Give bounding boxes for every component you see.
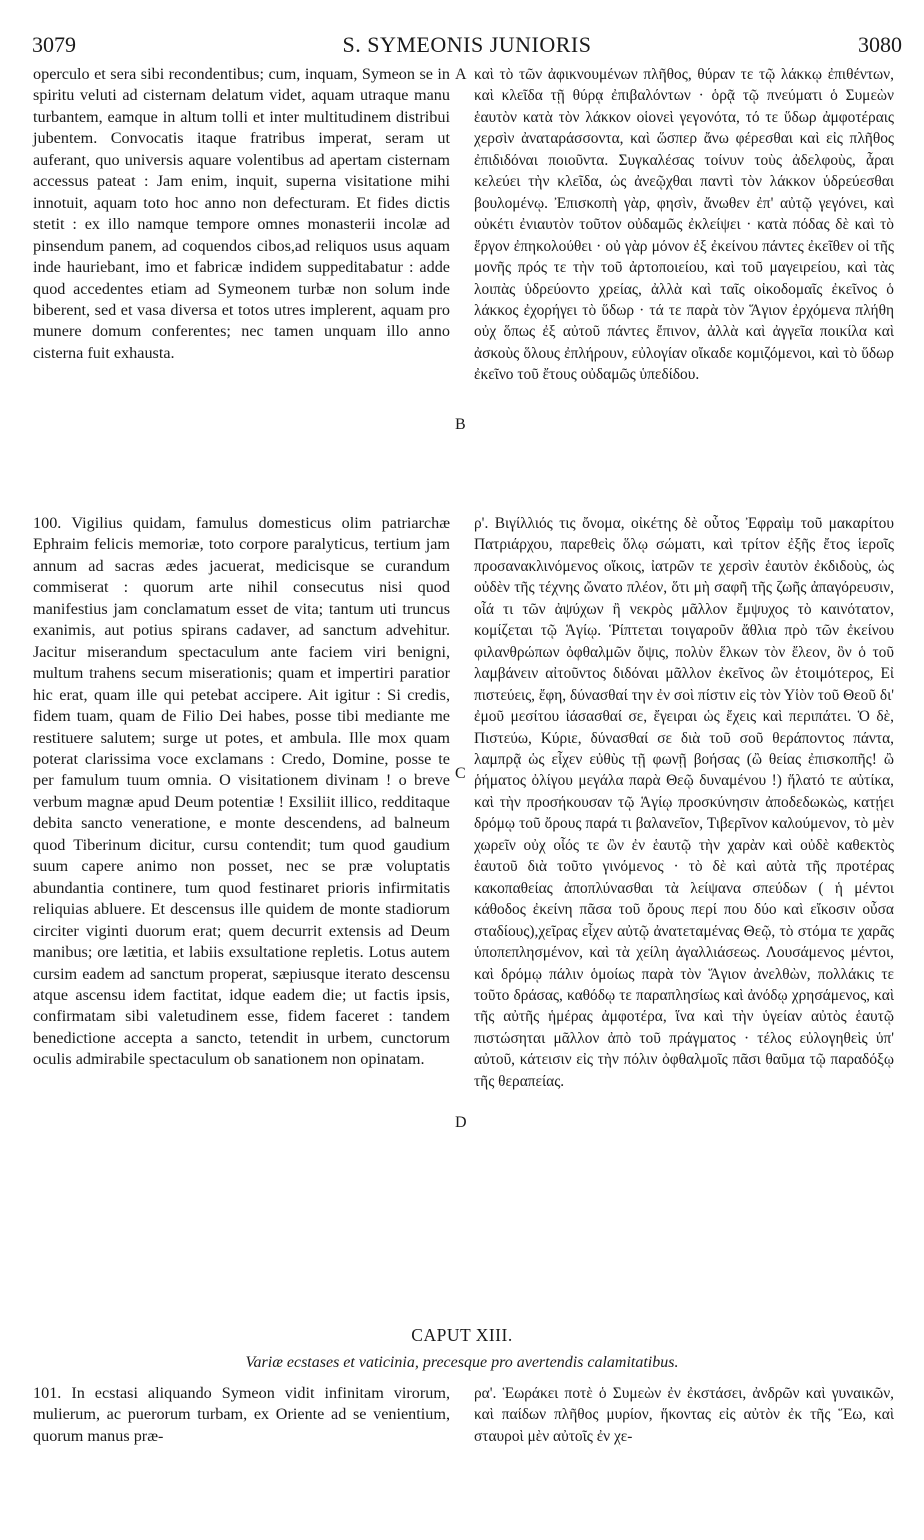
latin-paragraph-99 (33, 64, 450, 364)
latin-text: 101. In ecstasi aliquando Symeon vidit infinitam virorum, mulierum, ac puerorum turbam, ex Oriente ad se venientium, quorum manus præ- (33, 1384, 450, 1445)
greek-paragraph-101 (474, 1383, 894, 1447)
chapter-subtitle: Variæ ecstases et vaticinia, precesque pro avertendis calamitatibus. (245, 1354, 679, 1371)
latin-paragraph-100 (33, 513, 450, 1071)
section-marker-a: A (455, 66, 467, 83)
greek-paragraph-100 (474, 513, 894, 1092)
greek-text: ρα'. Ἑωράκει ποτὲ ὁ Συμεὼν ἐν ἐκστάσει, ἀνδρῶν καὶ γυναικῶν, καὶ παίδων πλῆθος μυρίον, ἥκοντας εἰς αὐτὸν ἐκ τῆς Ἕω, καὶ σταυροὶ μὲν αὐτοῖς ἐν χε- (474, 1385, 894, 1445)
section-marker-b: B (455, 416, 466, 433)
running-title: S. SYMEONIS JUNIORIS (342, 32, 592, 57)
page-number-right: 3080 (858, 32, 902, 57)
greek-text: ρ'. Βιγίλλιός τις ὄνομα, οἰκέτης δὲ οὗτος Ἐφραὶμ τοῦ μακαρίτου Πατριάρχου, παρεθεὶς ὅλῳ σώματι, καὶ τρίτον ἐξῆς ἔτος ἱεροῖς προσανακλινόμενος οἴκοις, ἰατρῶν τε χερσὶν ἑαυτὸν ἐκδιδοὺς, ὡς οὐδὲν τῆς τέχνης ὤνατο πλέον, ὅτι μὴ σαφῆ τῆς ζωῆς ἀπαγόρευσιν, οἷά τι τῶν ἀψύχων ἢ νεκρὸς μᾶλλον ἔμψυχος τὸ καινότατον, κομίζεται τῷ Ἁγίῳ. Ῥίπτεται τοιγαροῦν ἄθλια πρὸ τῶν ἐκείνου φιλανθρώπων ὀφθαλμῶν ὄψις, πολὺν ἕλκων τὸν ἔλεον, ὃν ὁ τοῦ λαμβάνειν αἰτοῦντος διδόναι μᾶλλον ἐκεῖνος ὢν ἑτοιμότερος, Εἰ πιστεύεις, ἔφη, δύνασθαί την ἐν σοὶ πίστιν εἰς τὸν Υἱὸν τοῦ Θεοῦ δι' ἐμοῦ μεσίτου ἰάσασθαί σε, ἔγειραι ὡς ἔχεις καὶ περιπάτει. Ὁ δὲ, Πιστεύω, Κύριε, δύνασθαί σε διὰ τοῦ σοῦ θεράποντος πάντα, λαμπρᾷ ὡς εἶχεν εὐθὺς τῇ φωνῇ βοήσας (ὢ θείας ἐπισκοπῆς! ὢ ῥήματος ὀλίγου μεγάλα παρὰ Θεῷ δυναμένου !) ἥλατό τε αὐτίκα, καὶ τὴν προσήκουσαν τῷ Ἁγίῳ προσκύνησιν ἀποδεδωκὼς, κατῄει δρόμῳ τοῦ ὄρους παρά τι βαλανεῖον, Τιβερῖνον καλούμενον, τὸ μὲν χωρεῖν οὐχ οἷός τε ὢν ἐν ἑαυτῷ τὴν χαρὰν καὶ οὐδὲ καθεκτὸς ἑαυτοῦ διὰ τοῦτο γινόμενος · τὸ δὲ καὶ αὐτὰ τῆς προτέρας κακοπαθείας ἀποπλύνασθαι τὰ λείψανα σπεύδων ( ἡ μέντοι κάθοδος ἐκείνη πᾶσα τοῦ ὄρους περί που δύο καὶ εἴκοσιν οὖσα σταδίους),χεῖρας εἶχεν αὐτῷ ἀνατεταμένας Θεῷ, τὸ στόμα τε χαρᾶς ὑποπεπλησμένον, καὶ τὰ χείλη ἀγαλλιάσεως. Λουσάμενος μέντοι, καὶ δρόμῳ πάλιν ὁμοίως παρὰ τὸν Ἅγιον ἀνελθὼν, πολλάκις τε τοῦτο δράσας, καθόδῳ τε παραπλησίως καὶ ἀνόδῳ χρησάμενος, καὶ τῆς αὐτῆς ἡμέρας ἀμφοτέρα, ἵνα καὶ τὴν ὑγείαν αὐτὸς ἑαυτῷ πιστώσηται μᾶλλον ἀπὸ τοῦ πράγματος · τέλος εὐλογηθεὶς ὑπ' αὐτοῦ, κάτεισιν εἰς τὴν πόλιν ὀφθαλμοῖς πᾶσι θαῦμα τῷ παραδόξῳ τῆς θεραπείας. (474, 515, 894, 1090)
latin-text: operculo et sera sibi recondentibus; cum, inquam, Symeon se in spiritu veluti ad cisternam delatum videt, aquam utraque manu turbantem, eamque in altum tolli et inter multitudinem distribui jubentem. Convocatis itaque fratribus imperat, seram ut auferant, quo universis aquare volentibus ad apertam cisternam accessus pateat : Jam enim, inquit, superna visitatione mihi innotuit, aquam toto hoc anno non defecturam. Et fides dictis stetit : ex illo namque tempore omnes monasterii incolæ ad pinsendum panem, ad coquendos cibos,ad reliquos usus aquam inde hauriebant, imo et fabricæ indidem suppeditabatur : adde quod accedentes etiam ad Symeonem turbæ non solum inde biberent, sed et vasa diversa et totos utres implerent, aquam pro munere domum conferentes; nec tamen unquam illo anno cisterna fuit exhausta. (33, 65, 450, 362)
latin-text: 100. Vigilius quidam, famulus domesticus olim patriarchæ Ephraim felicis memoriæ, toto corpore paralyticus, tertium jam annum ad sacras ædes jacuerat, medicisque se curandum commiserat : quorum arte nihil consecutus nisi quod manifestius jam conclamatum esset de vita; tantum uti truncus exanimis, aut potius spirans cadaver, ad sanctum advehitur. Jacitur miserandum spectaculum ante faciem viri benigni, multum trahens secum miserationis; quam et impertiri paratior hic erat, quam ille qui petebat accipere. Ait igitur : Si credis, fidem tuam, quam de Filio Dei habes, posse tibi mediante me restituere salutem; surge ut potes, et ambula. Ille mox quam poterat clarissima voce exclamans : Credo, Domine, posse te per famulum tuum omnia. O visitationem divinam ! o breve verbum magnæ apud Deum potentiæ ! Exsiliit illico, redditaque debita sancto veneratione, e monte descendens, ad balneum quod Tiberinum dicitur, cursu contendit; tum quod gaudium suum capere animo non posset, nec se præ voluptatis abundantia continere, tum quod festinaret prioris infirmitatis reliquias abluere. Et descensus ille quidem de monte stadiorum circiter viginti duorum erat; quem decurrit extensis ad Deum manibus; ore lætitia, et labiis exsultatione repletis. Lotus autem cursim eadem ad sanctum properat, sæpiusque iterato descensu atque ascensu idem factitat, idque eadem die; ut factis ipsis, confirmatam sibi valetudinem esse, fidem faceret : tandem benedictione accepta a sancto, tetendit in urbem, cunctorum oculis admirabile spectaculum ob sanationem non opinatam. (33, 514, 450, 1069)
greek-paragraph-99 (474, 64, 894, 386)
page-header (32, 32, 902, 62)
latin-paragraph-101 (33, 1383, 450, 1447)
section-marker-c: C (455, 765, 466, 782)
page-number-left: 3079 (32, 32, 76, 57)
greek-text: καὶ τὸ τῶν ἀφικνουμένων πλῆθος, θύραν τε τῷ λάκκῳ ἐπιθέντων, καὶ κλεῖδα τῇ θύρᾳ ἐπιβαλόντων · ὁρᾷ τῷ πνεύματι ὁ Συμεὼν ἑαυτὸν κατὰ τὸν λάκκον οἱονεὶ γεγονότα, τό τε ὕδωρ ἀμφοτέραις χερσὶν ἀναταράσσοντα, καὶ ὥσπερ ἄνω φέρεσθαι καὶ εἰς πλῆθος ἐπιδιδόναι ποιοῦντα. Συγκαλέσας τοίνυν τοὺς ἀδελφοὺς, ἆραι κελεύει τὴν κλεῖδα, ὡς ἀνεῷχθαι παντὶ τὸν λάκκον ὑδρεύεσθαι βουλομένῳ. Ἐπισκοπὴ γὰρ, φησὶν, ἄνωθεν ἐπ' αὐτῷ γεγόνει, καὶ οὐκέτι ἐνιαυτὸν τοῦτον οὐδαμῶς ἐκλείψει · κατὰ πόδας δὲ καὶ τὸ ἔργον ἐπηκολούθει · οὐ γὰρ μόνον ἐξ ἐκείνου πάντες ἐκεῖθεν οἱ τῆς μονῆς πρός τε τὴν τοῦ ἀρτοποιείου, καὶ τοῦ μαγειρείου, καὶ τὰς λοιπὰς ὑδρεύοντο χρείας, ἀλλὰ καὶ ταῖς οἰκοδομαῖς ἐκεῖνος ὁ λάκκος ἐχορήγει τὸ ὕδωρ · τά τε παρὰ τὸν Ἅγιον ἐρχόμενα πλήθη οὐχ ὅπως ἐξ αὐτοῦ πάντες ἔπινον, ἀλλὰ καὶ ἀγγεῖα ποικίλα καὶ ἀσκοὺς ὅλους ἐπλήρουν, εὐλογίαν οἴκαδε κομιζόμενοι, καὶ τὸ ὕδωρ ἐκεῖνο τοῦ ἔτους οὐδαμῶς ὑπεδίδου. (474, 66, 894, 384)
chapter-title: CAPUT XIII. (411, 1325, 513, 1345)
section-marker-d: D (455, 1114, 467, 1131)
